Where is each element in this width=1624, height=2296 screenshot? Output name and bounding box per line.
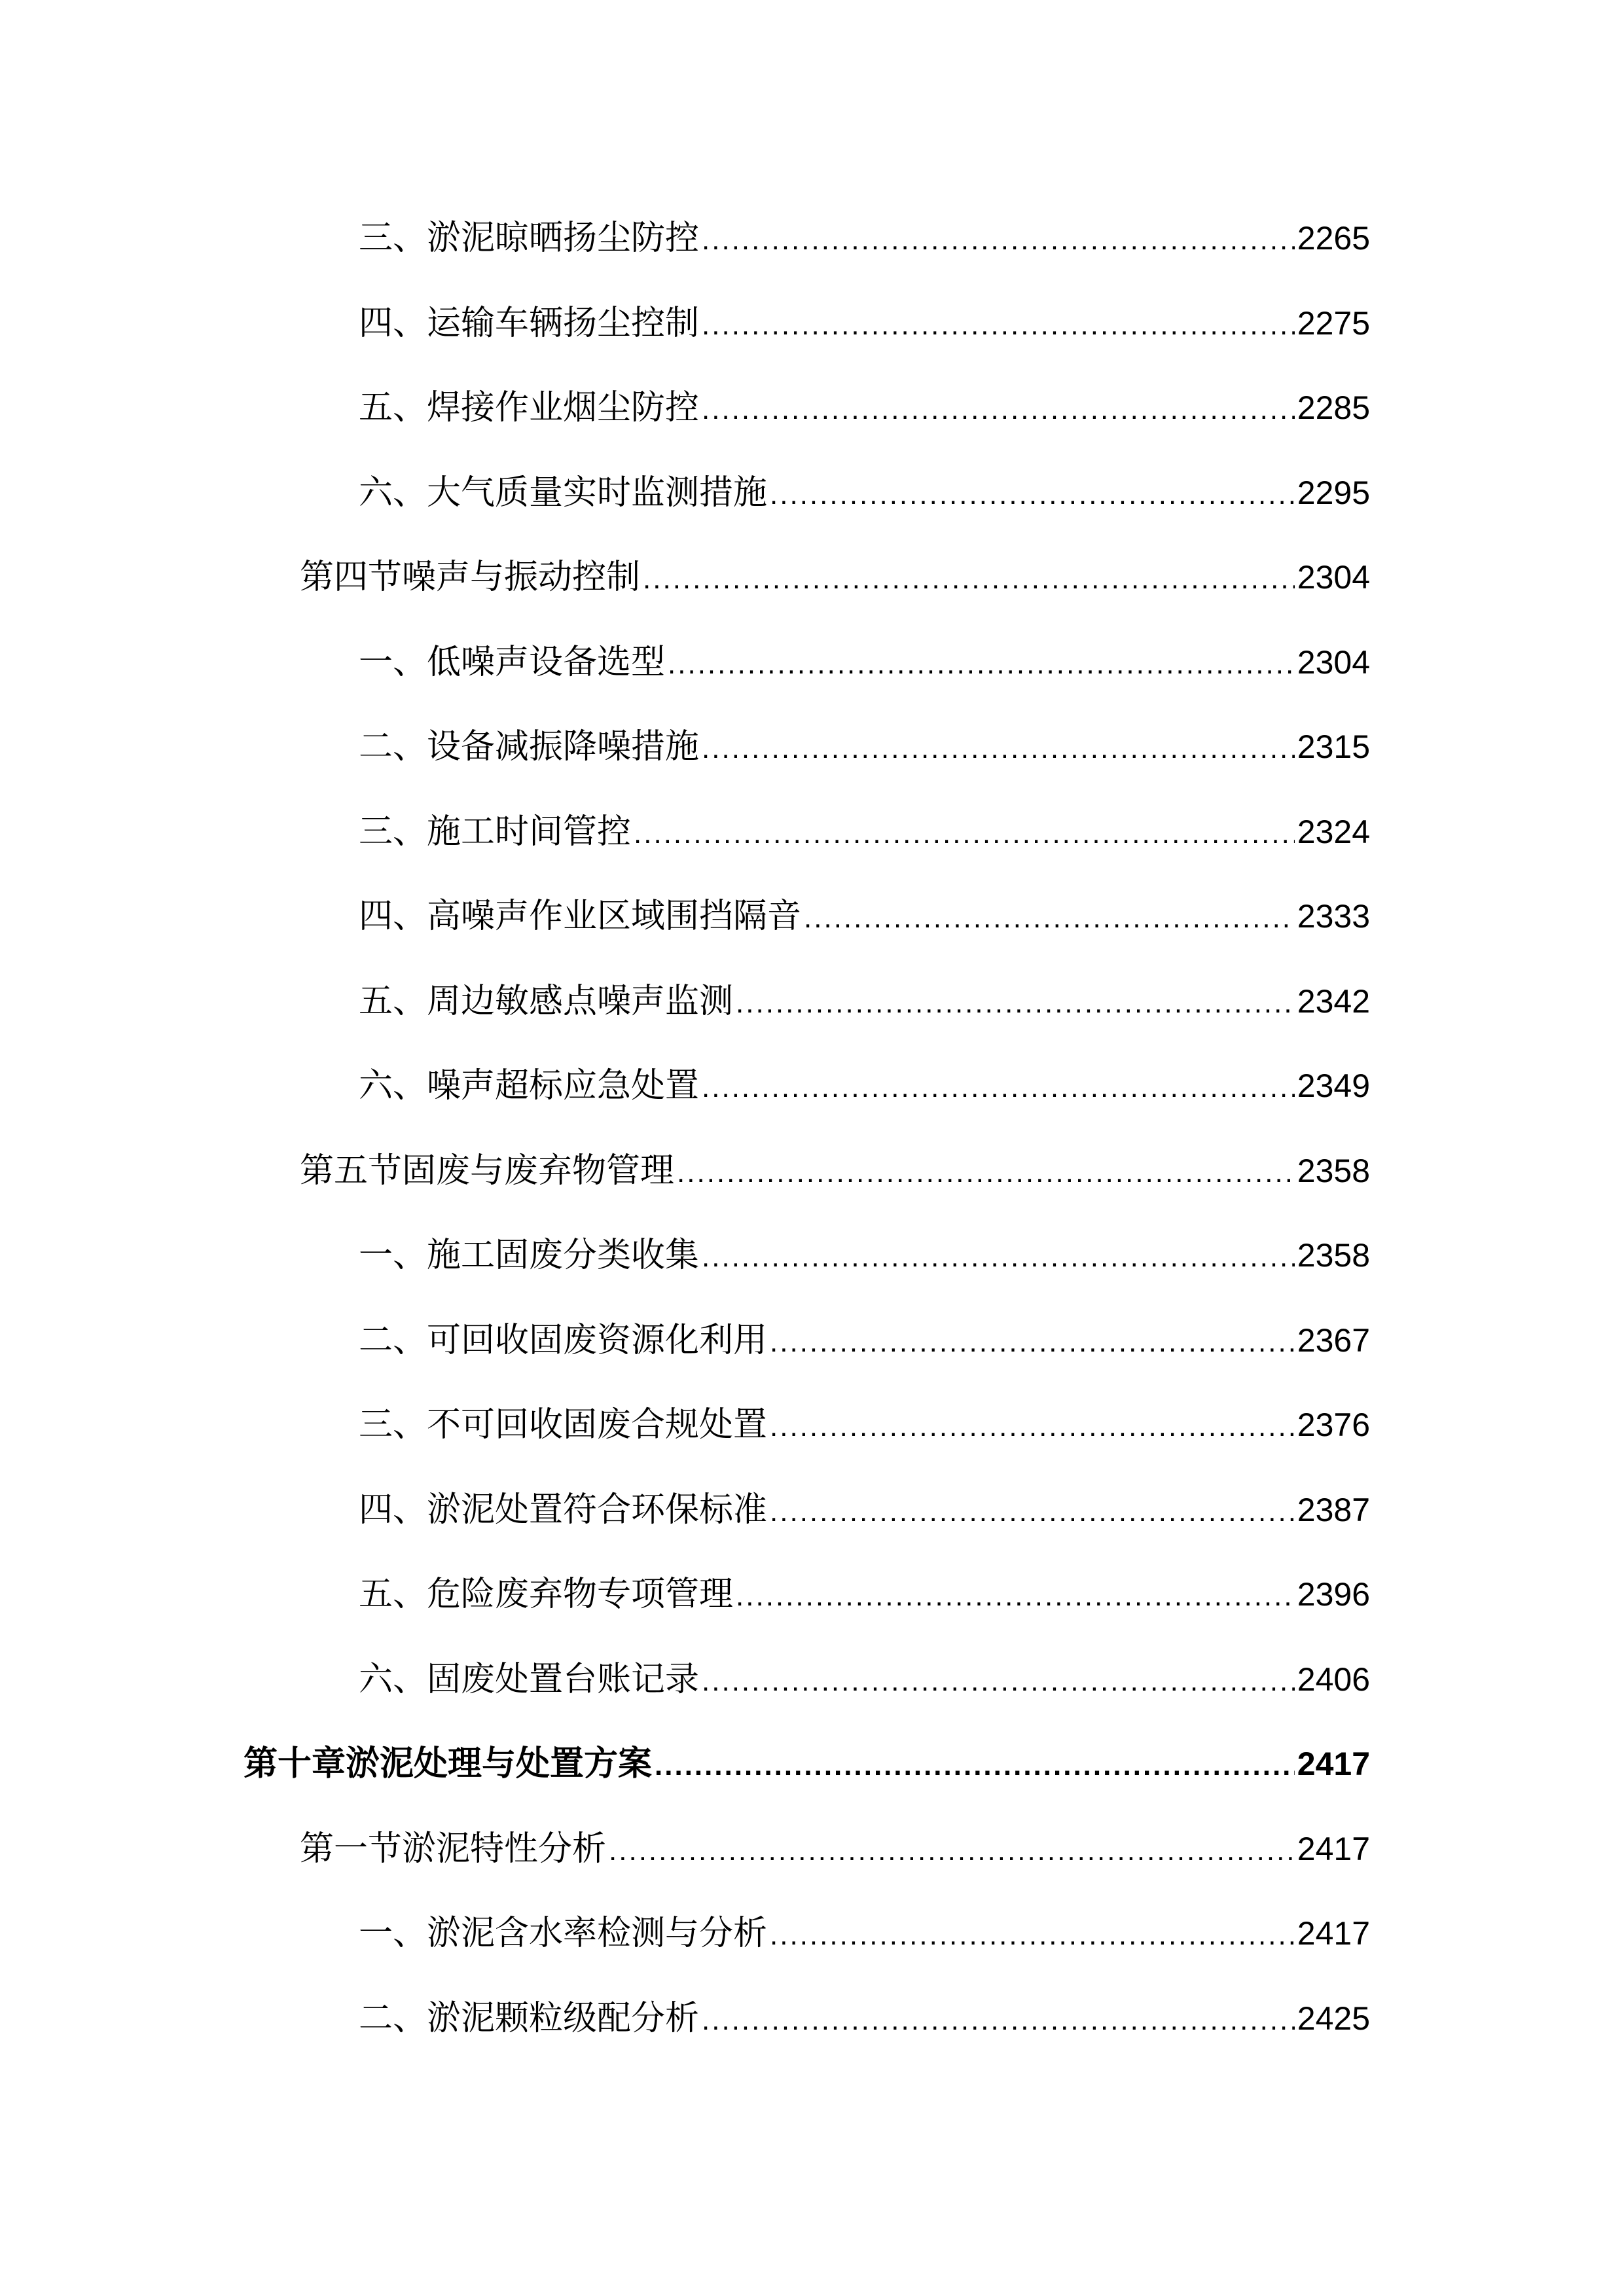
- toc-entry-title: 第五节固废与废弃物管理: [300, 1151, 675, 1191]
- dot-leader: [655, 1740, 1295, 1792]
- toc-entry-item[interactable]: [359, 1314, 1370, 1367]
- toc-entry-title: 六、噪声超标应急处置: [359, 1066, 700, 1105]
- dot-leader: [702, 1655, 1295, 1708]
- table-of-contents: [0, 212, 1624, 2077]
- toc-entry-title: 一、淤泥含水率检测与分析: [359, 1914, 768, 1953]
- toc-entry-title: 四、运输车辆扬尘控制: [359, 303, 700, 343]
- toc-entry-title: 第十章淤泥处理与处置方案: [244, 1744, 653, 1784]
- toc-page-number: 2406: [1297, 1660, 1370, 1698]
- dot-leader: [804, 892, 1295, 944]
- toc-entry-item[interactable]: [359, 1399, 1370, 1451]
- toc-row: [0, 212, 1624, 297]
- toc-entry-item[interactable]: [359, 212, 1370, 264]
- toc-entry-item[interactable]: [359, 467, 1370, 519]
- toc-page-number: 2358: [1297, 1152, 1370, 1189]
- toc-entry-item[interactable]: [359, 1484, 1370, 1536]
- toc-row: [0, 1738, 1624, 1823]
- toc-row: [0, 1314, 1624, 1399]
- toc-entry-section[interactable]: [300, 1145, 1370, 1197]
- toc-entry-item[interactable]: [359, 1907, 1370, 1960]
- toc-row: [0, 1484, 1624, 1569]
- toc-page-number: 2265: [1297, 220, 1370, 257]
- toc-row: [0, 806, 1624, 891]
- dot-leader: [702, 1994, 1295, 2047]
- toc-page-number: 2275: [1297, 304, 1370, 342]
- toc-page-number: 2387: [1297, 1491, 1370, 1528]
- dot-leader: [702, 1062, 1295, 1114]
- toc-entry-title: 六、固废处置台账记录: [359, 1659, 700, 1699]
- toc-page-number: 2304: [1297, 559, 1370, 596]
- toc-page-number: 2417: [1297, 1915, 1370, 1952]
- toc-entry-item[interactable]: [359, 382, 1370, 434]
- toc-entry-title: 四、高噪声作业区域围挡隔音: [359, 897, 802, 936]
- toc-entry-title: 二、可回收固废资源化利用: [359, 1320, 768, 1360]
- toc-entry-section[interactable]: [300, 1823, 1370, 1875]
- toc-page-number: 2367: [1297, 1321, 1370, 1359]
- toc-page-number: 2396: [1297, 1576, 1370, 1613]
- toc-row: [0, 467, 1624, 552]
- toc-row: [0, 1992, 1624, 2077]
- dot-leader: [609, 1825, 1295, 1877]
- dot-leader: [702, 1231, 1295, 1283]
- toc-entry-title: 三、施工时间管控: [359, 812, 632, 852]
- dot-leader: [643, 553, 1295, 605]
- toc-row: [0, 1060, 1624, 1145]
- dot-leader: [702, 723, 1295, 775]
- dot-leader: [770, 469, 1295, 521]
- toc-entry-item[interactable]: [359, 721, 1370, 773]
- toc-entry-section[interactable]: [300, 551, 1370, 603]
- toc-row: [0, 721, 1624, 806]
- toc-entry-title: 五、周边敏感点噪声监测: [359, 981, 734, 1021]
- toc-page-number: 2342: [1297, 982, 1370, 1020]
- toc-entry-item[interactable]: [359, 1060, 1370, 1112]
- dot-leader: [736, 1570, 1295, 1623]
- toc-entry-title: 一、施工固废分类收集: [359, 1236, 700, 1275]
- toc-entry-item[interactable]: [359, 975, 1370, 1028]
- toc-row: [0, 297, 1624, 382]
- dot-leader: [702, 299, 1295, 351]
- dot-leader: [770, 1486, 1295, 1538]
- dot-leader: [668, 638, 1295, 691]
- toc-entry-title: 五、焊接作业烟尘防控: [359, 388, 700, 427]
- toc-row: [0, 1823, 1624, 1908]
- toc-entry-item[interactable]: [359, 1229, 1370, 1282]
- toc-entry-title: 二、设备减振降噪措施: [359, 727, 700, 766]
- toc-entry-title: 第四节噪声与振动控制: [300, 558, 641, 597]
- toc-entry-title: 三、不可回收固废合规处置: [359, 1405, 768, 1444]
- dot-leader: [634, 808, 1295, 860]
- toc-row: [0, 636, 1624, 721]
- toc-page-number: 2333: [1297, 898, 1370, 935]
- toc-row: [0, 1229, 1624, 1314]
- toc-row: [0, 1653, 1624, 1738]
- dot-leader: [770, 1909, 1295, 1962]
- toc-page-number: 2295: [1297, 474, 1370, 511]
- toc-row: [0, 1568, 1624, 1653]
- toc-entry-item[interactable]: [359, 297, 1370, 350]
- toc-row: [0, 975, 1624, 1060]
- toc-row: [0, 1145, 1624, 1230]
- toc-page-number: 2304: [1297, 643, 1370, 681]
- toc-page-number: 2417: [1297, 1830, 1370, 1867]
- toc-row: [0, 1399, 1624, 1484]
- toc-entry-item[interactable]: [359, 1568, 1370, 1621]
- toc-entry-item[interactable]: [359, 1653, 1370, 1706]
- toc-page-number: 2285: [1297, 389, 1370, 426]
- toc-page-number: 2358: [1297, 1237, 1370, 1274]
- toc-page-number: 2324: [1297, 813, 1370, 850]
- toc-entry-title: 四、淤泥处置符合环保标准: [359, 1490, 768, 1530]
- toc-row: [0, 382, 1624, 467]
- dot-leader: [677, 1147, 1295, 1199]
- toc-entry-chapter[interactable]: [244, 1738, 1370, 1790]
- dot-leader: [770, 1401, 1295, 1453]
- toc-row: [0, 1907, 1624, 1992]
- toc-entry-item[interactable]: [359, 1992, 1370, 2045]
- toc-page-number: 2425: [1297, 2000, 1370, 2037]
- toc-page-number: 2417: [1297, 1746, 1370, 1782]
- toc-entry-item[interactable]: [359, 890, 1370, 942]
- toc-entry-item[interactable]: [359, 636, 1370, 689]
- dot-leader: [770, 1316, 1295, 1369]
- dot-leader: [702, 214, 1295, 266]
- toc-entry-title: 第一节淤泥特性分析: [300, 1829, 607, 1869]
- toc-entry-title: 六、大气质量实时监测措施: [359, 473, 768, 512]
- toc-row: [0, 551, 1624, 636]
- toc-page-number: 2376: [1297, 1407, 1370, 1443]
- toc-row: [0, 890, 1624, 975]
- toc-entry-title: 一、低噪声设备选型: [359, 642, 666, 682]
- toc-page-number: 2349: [1297, 1067, 1370, 1104]
- toc-entry-title: 三、淤泥晾晒扬尘防控: [359, 219, 700, 258]
- toc-entry-title: 二、淤泥颗粒级配分析: [359, 1998, 700, 2038]
- toc-entry-item[interactable]: [359, 806, 1370, 858]
- dot-leader: [736, 977, 1295, 1030]
- toc-page-number: 2315: [1297, 728, 1370, 765]
- toc-entry-title: 五、危险废弃物专项管理: [359, 1575, 734, 1614]
- dot-leader: [702, 384, 1295, 436]
